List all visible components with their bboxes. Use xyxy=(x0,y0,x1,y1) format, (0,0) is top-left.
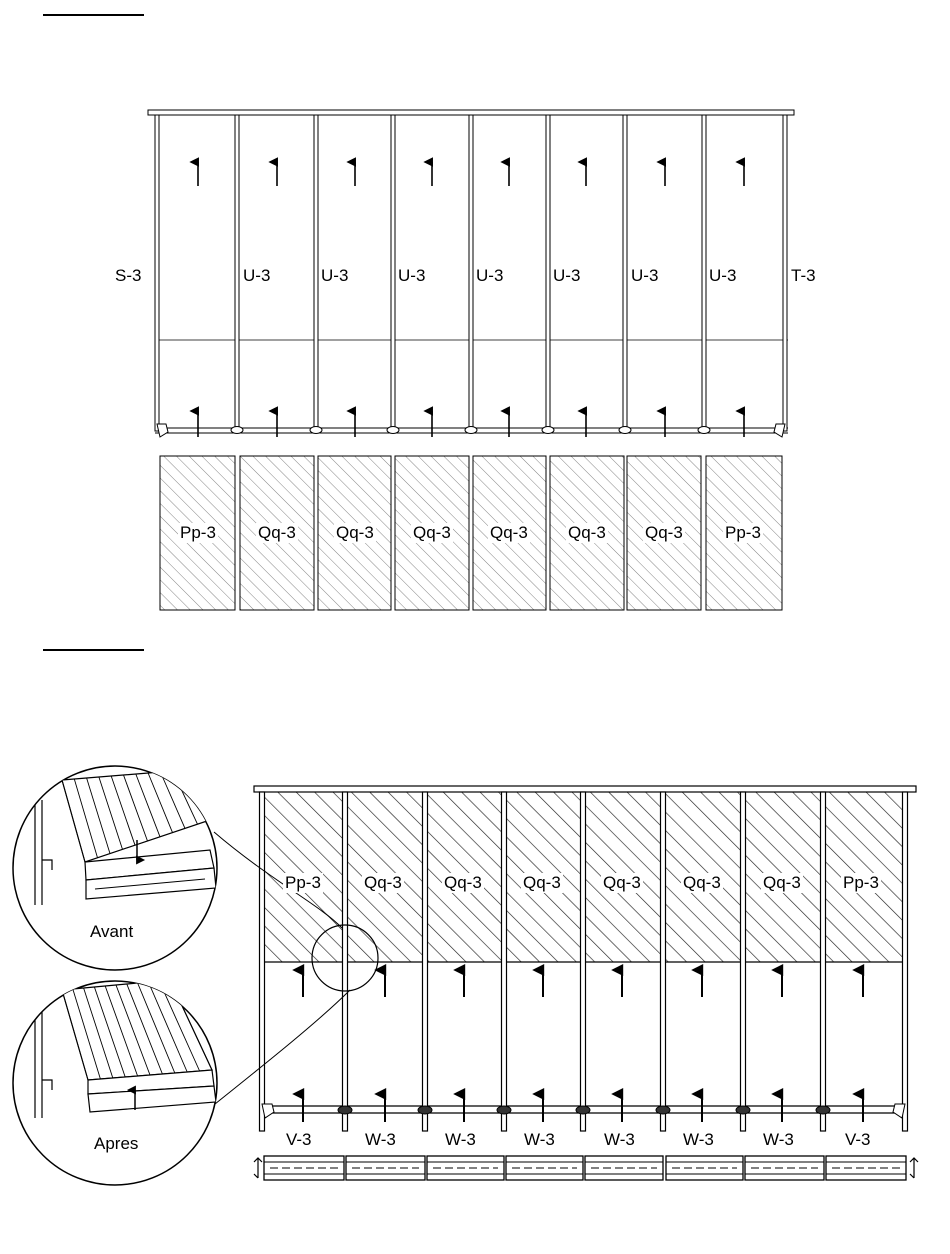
top-mid-label-4: U-3 xyxy=(476,266,504,285)
top-post-4 xyxy=(391,115,395,431)
bottom-sheet-label-2: Qq-3 xyxy=(364,873,402,892)
base-label-3: W-3 xyxy=(445,1130,476,1149)
top-post-3 xyxy=(314,115,318,431)
top-post-9 xyxy=(783,115,787,431)
bottom-sheet-label-3: Qq-3 xyxy=(444,873,482,892)
top-mid-label-3: U-3 xyxy=(398,266,426,285)
bottom-post-9 xyxy=(903,792,908,1131)
top-post-5 xyxy=(469,115,473,431)
bottom-clip-7 xyxy=(816,1106,830,1114)
top-post-7 xyxy=(623,115,627,431)
bottom-clip-4 xyxy=(576,1106,590,1114)
base-label-8: V-3 xyxy=(845,1130,871,1149)
base-hook-right xyxy=(910,1158,918,1178)
bottom-sheet-label-6: Qq-3 xyxy=(683,873,721,892)
bottom-post-5 xyxy=(581,792,586,1131)
bottom-post-4 xyxy=(502,792,507,1131)
top-sheet-label-5: Qq-3 xyxy=(490,523,528,542)
bottom-post-2 xyxy=(343,792,348,1131)
top-mid-label-2: U-3 xyxy=(321,266,349,285)
top-sheet-label-1: Pp-3 xyxy=(180,523,216,542)
base-label-5: W-3 xyxy=(604,1130,635,1149)
top-post-2 xyxy=(235,115,239,431)
top-sheet-label-2: Qq-3 xyxy=(258,523,296,542)
bottom-sheet-label-1: Pp-3 xyxy=(285,873,321,892)
top-post-6 xyxy=(546,115,550,431)
bottom-post-6 xyxy=(661,792,666,1131)
top-right-label: T-3 xyxy=(791,266,816,285)
top-clip-2 xyxy=(310,427,322,434)
base-label-6: W-3 xyxy=(683,1130,714,1149)
base-hook-left xyxy=(254,1158,262,1178)
top-clip-1 xyxy=(231,427,243,434)
base-label-2: W-3 xyxy=(365,1130,396,1149)
bottom-clip-3 xyxy=(497,1106,511,1114)
bottom-clip-5 xyxy=(656,1106,670,1114)
top-clip-6 xyxy=(619,427,631,434)
bottom-clip-1 xyxy=(338,1106,352,1114)
base-profile-4 xyxy=(506,1156,583,1180)
base-profile-8 xyxy=(826,1156,906,1180)
bottom-frame xyxy=(254,786,916,1131)
top-post-8 xyxy=(702,115,706,431)
base-label-4: W-3 xyxy=(524,1130,555,1149)
bottom-post-8 xyxy=(821,792,826,1131)
base-profile-row xyxy=(254,1156,918,1180)
base-profile-3 xyxy=(427,1156,504,1180)
top-mid-label-5: U-3 xyxy=(553,266,581,285)
bottom-sheet-label-7: Qq-3 xyxy=(763,873,801,892)
bottom-sheet-label-4: Qq-3 xyxy=(523,873,561,892)
base-profile-1 xyxy=(264,1156,344,1180)
base-profile-5 xyxy=(585,1156,663,1180)
top-clip-5 xyxy=(542,427,554,434)
bottom-clip-2 xyxy=(418,1106,432,1114)
top-mid-label-7: U-3 xyxy=(709,266,737,285)
base-profile-7 xyxy=(745,1156,824,1180)
top-end-cap-right xyxy=(774,424,785,437)
top-clip-4 xyxy=(465,427,477,434)
top-left-label: S-3 xyxy=(115,266,142,285)
detail-before-label: Avant xyxy=(90,922,134,941)
base-profile-6 xyxy=(666,1156,743,1180)
top-sheet-label-4: Qq-3 xyxy=(413,523,451,542)
bottom-post-7 xyxy=(741,792,746,1131)
top-mid-label-1: U-3 xyxy=(243,266,271,285)
top-mid-label-6: U-3 xyxy=(631,266,659,285)
detail-after-label: Apres xyxy=(94,1134,139,1153)
bottom-clip-6 xyxy=(736,1106,750,1114)
bottom-post-1 xyxy=(260,792,265,1131)
bottom-post-3 xyxy=(423,792,428,1131)
bottom-sheet-label-8: Pp-3 xyxy=(843,873,879,892)
detail-after-circle xyxy=(13,980,217,1185)
bottom-sheet-label-5: Qq-3 xyxy=(603,873,641,892)
top-sheet-label-8: Pp-3 xyxy=(725,523,761,542)
top-post-1 xyxy=(155,115,159,431)
top-sheet-label-7: Qq-3 xyxy=(645,523,683,542)
base-profile-2 xyxy=(346,1156,425,1180)
base-label-1: V-3 xyxy=(286,1130,312,1149)
top-clip-7 xyxy=(698,427,710,434)
top-sheet-label-6: Qq-3 xyxy=(568,523,606,542)
base-label-7: W-3 xyxy=(763,1130,794,1149)
top-clip-3 xyxy=(387,427,399,434)
top-sheet-label-3: Qq-3 xyxy=(336,523,374,542)
top-end-cap-left xyxy=(157,424,168,437)
top-sheet-row xyxy=(160,456,782,610)
